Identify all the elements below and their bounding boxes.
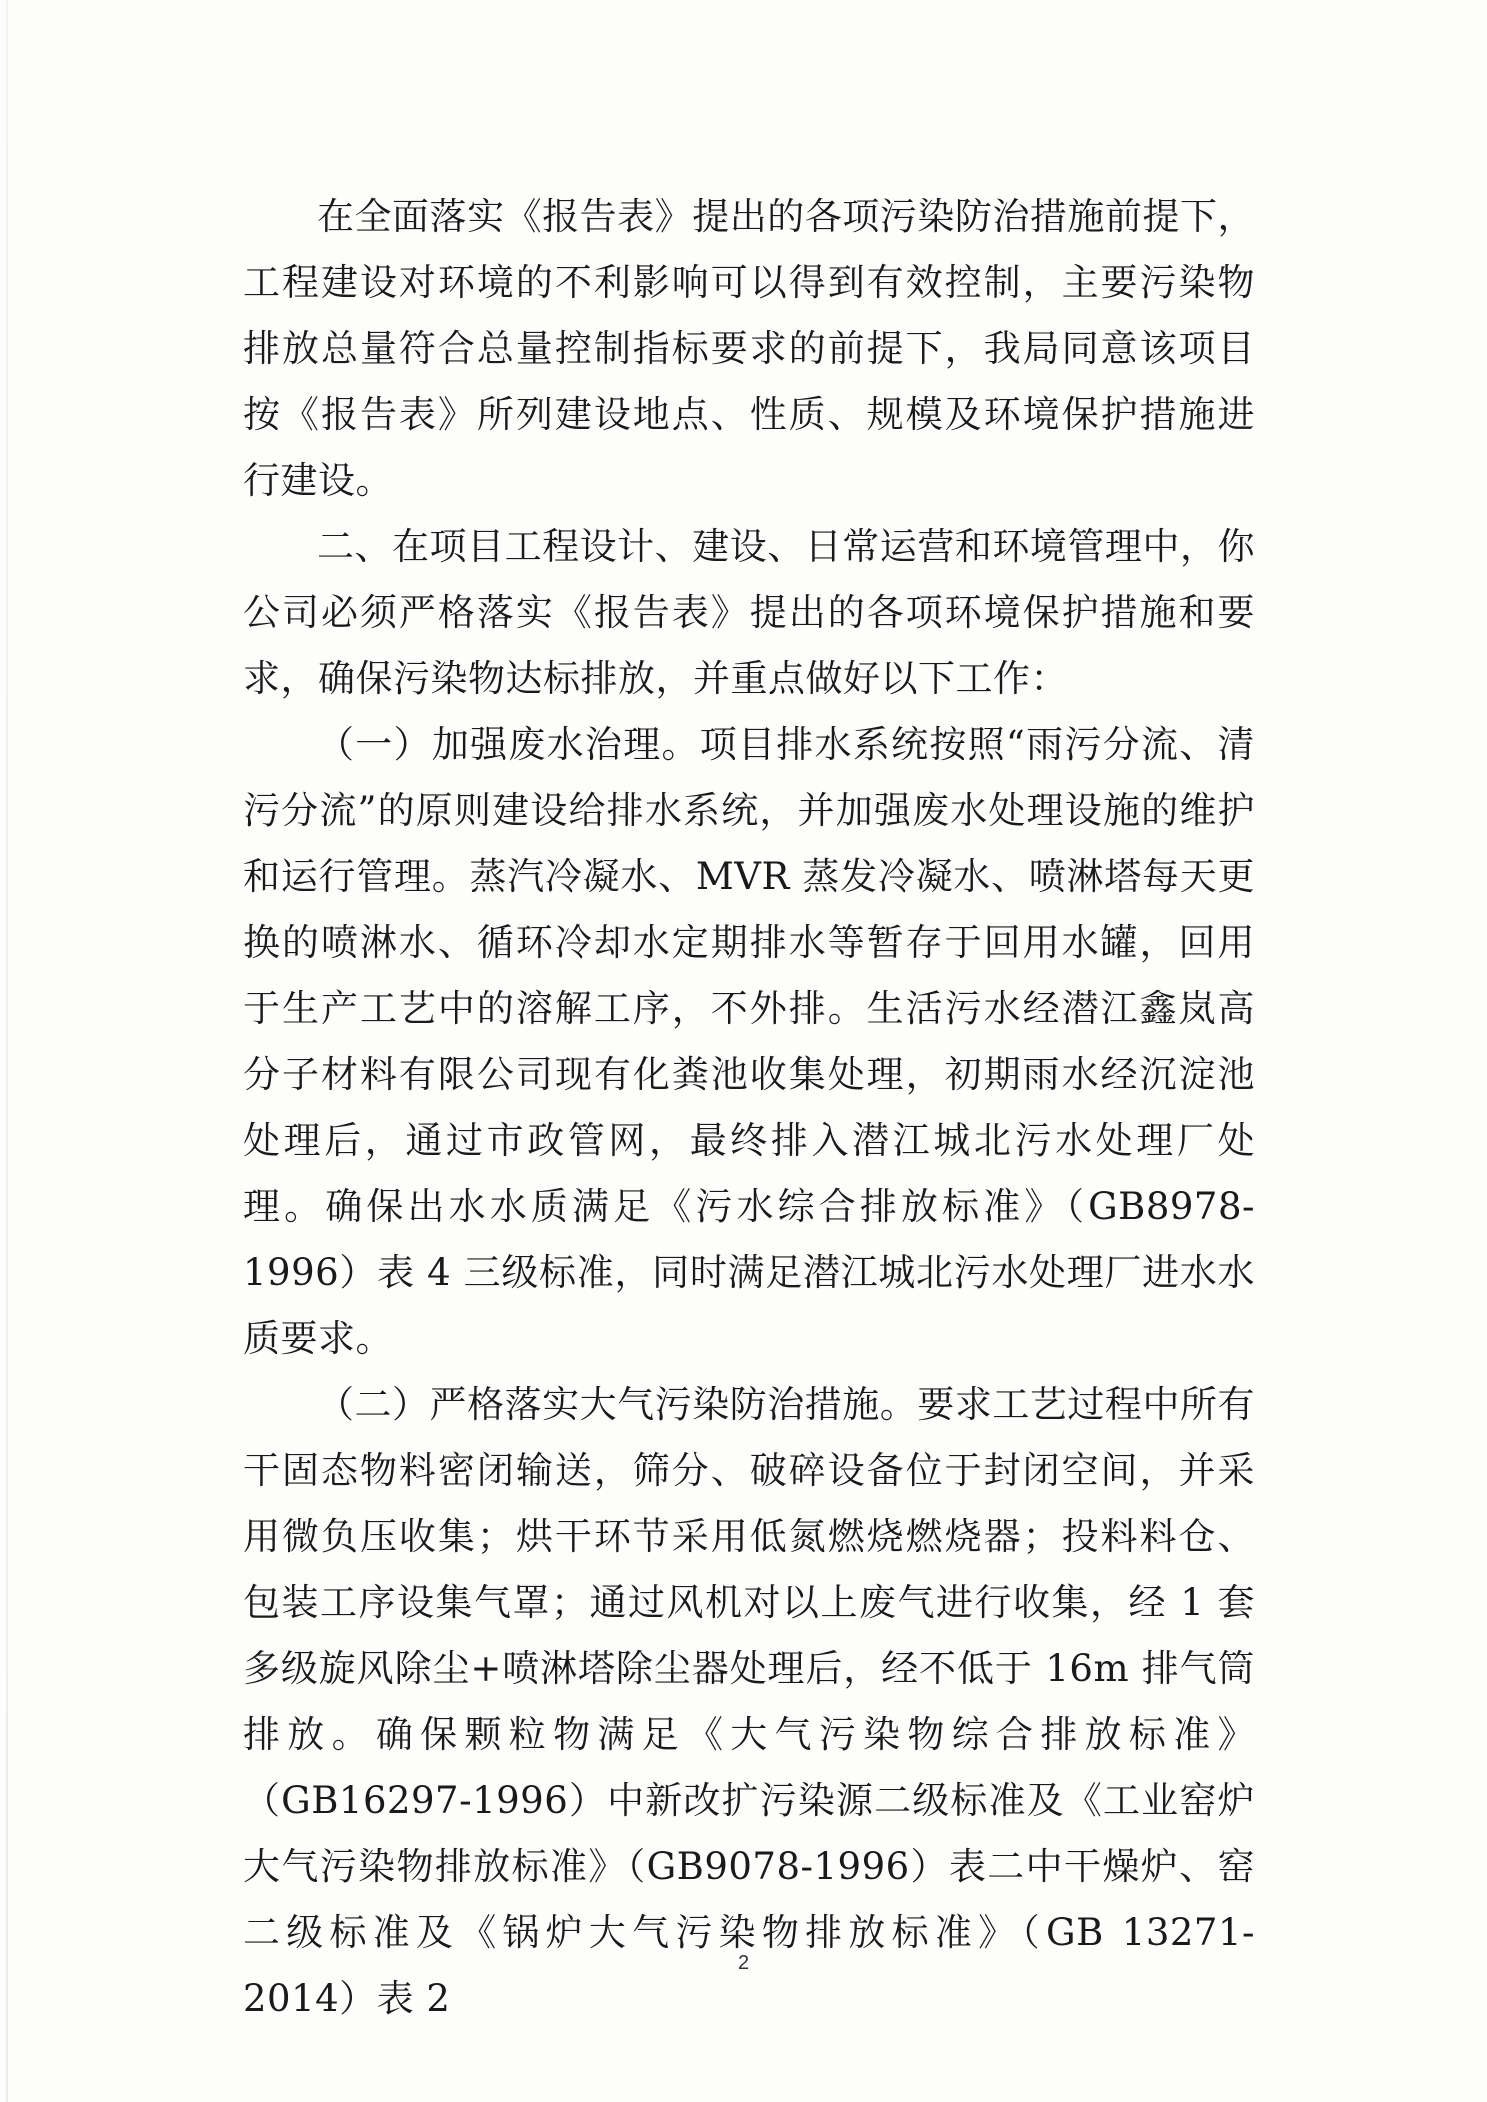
document-body [243, 184, 1255, 2032]
paragraph-wastewater: （一）加强废水治理。项目排水系统按照“雨污分流、清污分流”的原则建设给排水系统，并加强废水处理设施的维护和运行管理。蒸汽冷凝水、MVR 蒸发冷凝水、喷淋塔每天更换的喷淋水、循环冷却水定期排水等暂存于回用水罐，回用于生产工艺中的溶解工序，不外排。生活污水经潜江鑫岚高分子材料有限公司现有化粪池收集处理，初期雨水经沉淀池处理后，通过市政管网，最终排入潜江城北污水处理厂处理。确保出水水质满足《污水综合排放标准》（GB8978-1996）表 4 三级标准，同时满足潜江城北污水处理厂进水水质要求。 [243, 723, 1255, 1360]
paragraph-approval: 在全面落实《报告表》提出的各项污染防治措施前提下，工程建设对环境的不利影响可以得到有效控制，主要污染物排放总量符合总量控制指标要求的前提下，我局同意该项目按《报告表》所列建设地点、性质、规模及环境保护措施进行建设。 [243, 195, 1255, 502]
paragraph-section-two: 二、在项目工程设计、建设、日常运营和环境管理中，你公司必须严格落实《报告表》提出的各项环境保护措施和要求，确保污染物达标排放，并重点做好以下工作： [243, 525, 1255, 700]
scan-edge [6, 0, 8, 2102]
paragraph-air-pollution: （二）严格落实大气污染防治措施。要求工艺过程中所有干固态物料密闭输送，筛分、破碎设备位于封闭空间，并采用微负压收集；烘干环节采用低氮燃烧燃烧器；投料料仓、包装工序设集气罩；通过风机对以上废气进行收集，经 1 套多级旋风除尘+喷淋塔除尘器处理后，经不低于 16m 排气筒排放。确保颗粒物满足《大气污染物综合排放标准》（GB16297-1996）中新改扩污染源二级标准及《工业窑炉大气污染物排放标准》（GB9078-1996）表二中干燥炉、窑二级标准及《锅炉大气污染物排放标准》（GB 13271-2014）表 2 [243, 1383, 1255, 2020]
page-number: 2 [737, 1952, 750, 1974]
